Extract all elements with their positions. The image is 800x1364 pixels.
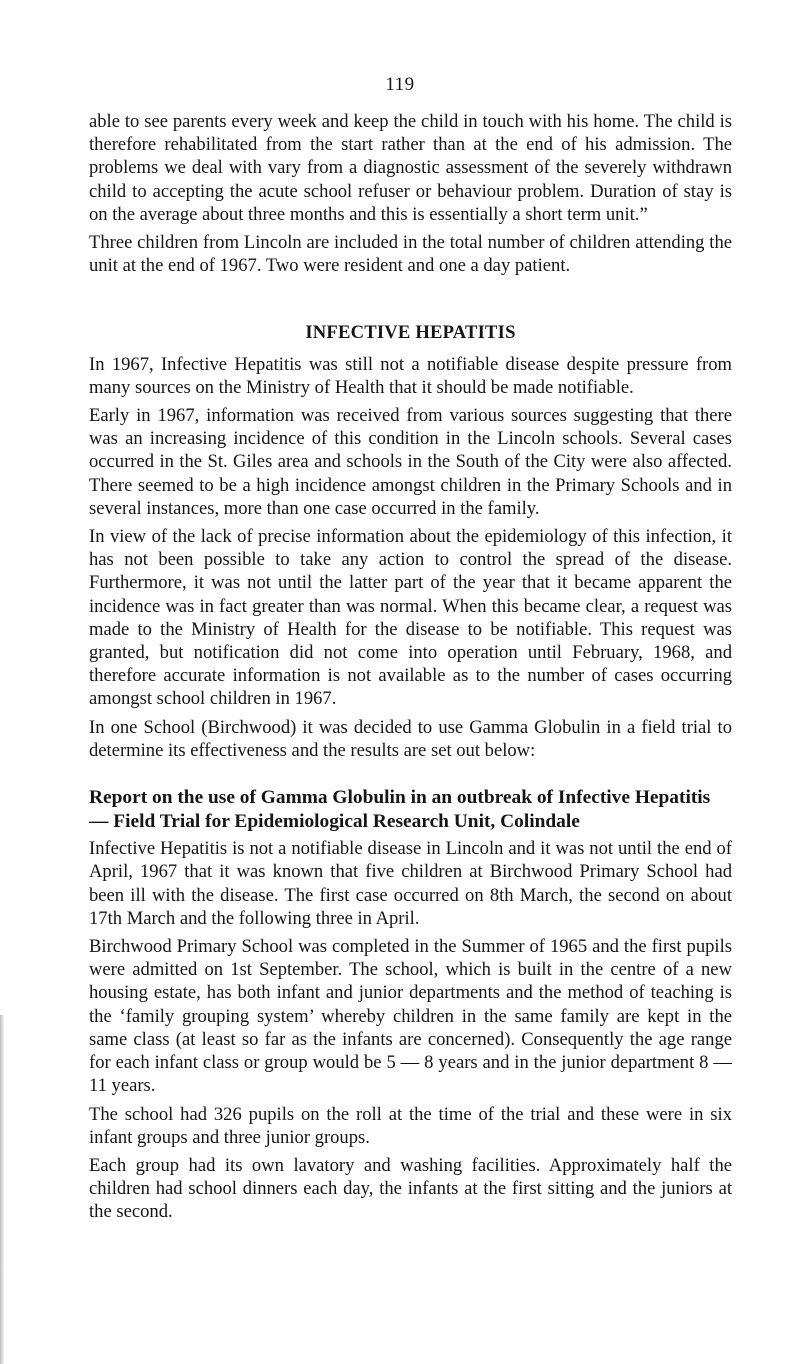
scan-edge-shadow xyxy=(0,1015,4,1364)
section-heading: INFECTIVE HEPATITIS xyxy=(305,322,516,344)
paragraph-section-2: Early in 1967, information was received from various sources suggesting that there was an increasing incidence of this condition in the Lincoln schools. Several cases occurred in the St. Giles area and schools in the South of the City were also affected. There seemed to be a high incidence amongst children in the Primary Schools and in several instances, more than one case occurred in the family. xyxy=(89,405,732,519)
paragraph-report-4: Each group had its own lavatory and washing facilities. Approximately half the children had school dinners each day, the infants at the first sitting and the juniors at the second. xyxy=(89,1154,732,1223)
paragraph-section-4: In one School (Birchwood) it was decided to use Gamma Globulin in a field trial to determine its effectiveness and the results are set out below: xyxy=(89,716,732,761)
paragraph-report-2: Birchwood Primary School was completed in the Summer of 1965 and the first pupils were admitted on 1st September. The school, which is built in the centre of a new housing estate, has both infant and junior departments and the method of teaching is the ‘family grouping system’ whereby children in the same family are kept in the same class (at least so far as the infants are concerned). Consequently the age range for each infant class or group would be 5 — 8 years and in the junior department 8 — 11 years. xyxy=(89,936,732,1097)
paragraph-intro-2: Three children from Lincoln are included in the total number of children attending the unit at the end of 1967. Two were resident and one a day patient. xyxy=(89,232,732,277)
paragraph-intro-1: able to see parents every week and keep the child in touch with his home. The child is therefore rehabilitated from the start rather than at the end of his admission. The problems we deal with vary from a diagnostic assessment of the severely withdrawn child to accepting the acute school refuser or behaviour problem. Duration of stay is on the average about three months and this is essentially a short term unit.” xyxy=(89,111,732,225)
report-heading: Report on the use of Gamma Globulin in an outbreak of Infective Hepatitis — Field Trial for Epidemiological Research Unit, Colindale xyxy=(89,787,711,832)
page-number: 119 xyxy=(385,74,415,95)
paragraph-report-3: The school had 326 pupils on the roll at the time of the trial and these were in six infant groups and three junior groups. xyxy=(89,1103,732,1148)
paragraph-report-1: Infective Hepatitis is not a notifiable disease in Lincoln and it was not until the end of April, 1967 that it was known that five children at Birchwood Primary School had been ill with the disease. The first case occurred on 8th March, the second on about 17th March and the following three in April. xyxy=(89,838,732,929)
paragraph-section-3: In view of the lack of precise information about the epidemiology of this infection, it has not been possible to take any action to control the spread of the disease. Furthermore, it was not until the latter part of the year that it became apparent the incidence was in fact greater than was normal. When this became clear, a request was made to the Ministry of Health for the disease to be notifiable. This request was granted, but notification did not come into operation until February, 1968, and therefore accurate information is not available as to the number of cases occurring amongst school children in 1967. xyxy=(89,526,732,710)
page-body xyxy=(89,110,732,1229)
paragraph-section-1: In 1967, Infective Hepatitis was still not a notifiable disease despite pressure from many sources on the Ministry of Health that it should be made notifiable. xyxy=(89,353,732,398)
